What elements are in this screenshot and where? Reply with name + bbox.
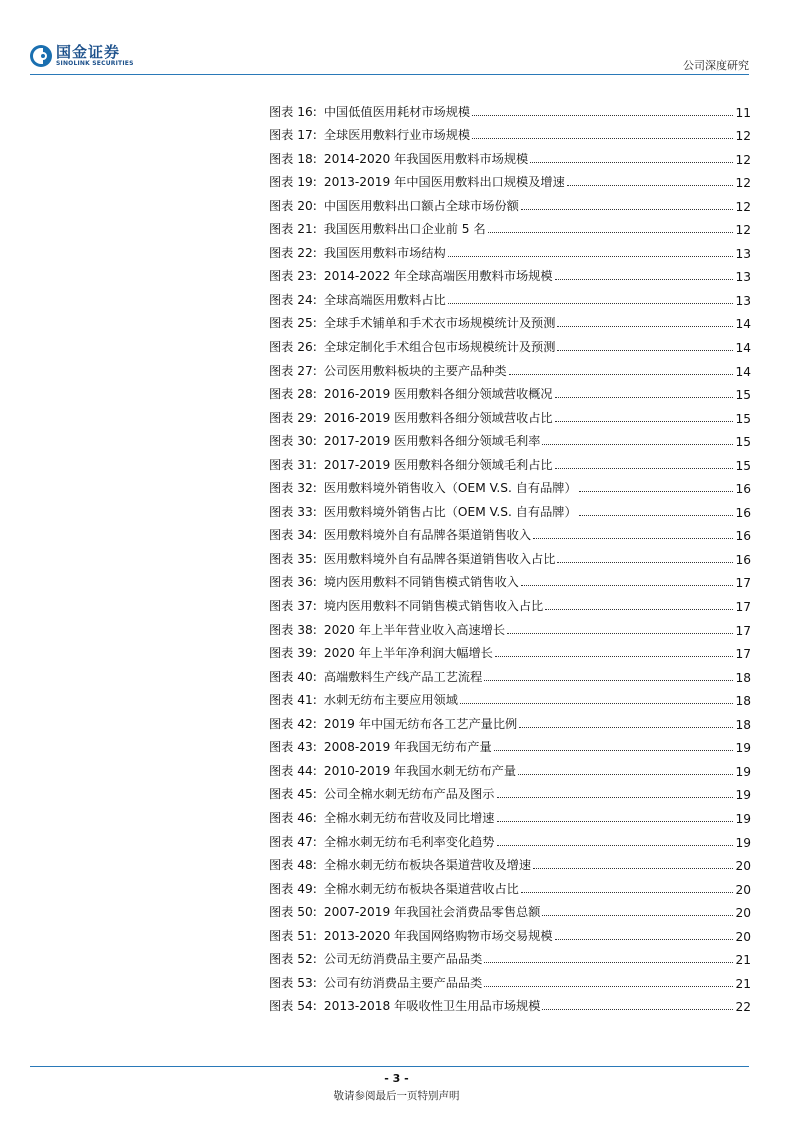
toc-entry[interactable] — [269, 167, 751, 191]
toc-entry-title: 全球定制化手术组合包市场规模统计及预测 — [323, 340, 556, 355]
page-number: - 3 - — [384, 1072, 409, 1085]
toc-entry-title: 中国低值医用耗材市场规模 — [323, 104, 471, 119]
toc-entry[interactable] — [269, 614, 751, 638]
toc-entry[interactable] — [269, 261, 751, 285]
toc-dot-leader — [542, 915, 733, 916]
toc-entry[interactable] — [269, 755, 751, 779]
toc-entry-label: 图表 45: — [269, 787, 317, 802]
toc-dot-leader — [497, 845, 734, 846]
toc-entry-title: 全球高端医用敷料占比 — [323, 292, 446, 307]
toc-entry[interactable] — [269, 543, 751, 567]
toc-dot-leader — [460, 703, 734, 704]
toc-entry-label: 图表 31: — [269, 457, 317, 472]
toc-entry[interactable] — [269, 708, 751, 732]
toc-dot-leader — [472, 138, 733, 139]
toc-entry-page: 16 — [735, 529, 751, 544]
toc-entry-label: 图表 53: — [269, 975, 317, 990]
toc-entry[interactable] — [269, 850, 751, 874]
toc-dot-leader — [557, 326, 733, 327]
toc-entry-title: 2016-2019 医用敷料各细分领域营收占比 — [323, 410, 553, 425]
toc-entry[interactable] — [269, 355, 751, 379]
toc-entry-page: 20 — [735, 929, 751, 944]
toc-dot-leader — [555, 279, 734, 280]
toc-entry-label: 图表 21: — [269, 222, 317, 237]
toc-entry-title: 医用敷料境外自有品牌各渠道销售收入占比 — [323, 551, 556, 566]
toc-dot-leader — [579, 491, 734, 492]
toc-entry-label: 图表 22: — [269, 245, 317, 260]
toc-entry[interactable] — [269, 237, 751, 261]
toc-entry[interactable] — [269, 308, 751, 332]
toc-entry-label: 图表 32: — [269, 481, 317, 496]
toc-entry-page: 15 — [735, 435, 751, 450]
toc-entry-page: 21 — [735, 976, 751, 991]
toc-entry-title: 全棉水刺无纺布营收及同比增速 — [323, 810, 495, 825]
toc-dot-leader — [494, 750, 734, 751]
toc-entry-page: 16 — [735, 505, 751, 520]
toc-entry[interactable] — [269, 802, 751, 826]
toc-entry-page: 14 — [735, 341, 751, 356]
toc-entry-title: 全棉水刺无纺布板块各渠道营收及增速 — [323, 858, 532, 873]
toc-entry-page: 12 — [735, 176, 751, 191]
toc-entry-title: 2008-2019 年我国无纺布产量 — [323, 740, 492, 755]
toc-dot-leader — [497, 797, 734, 798]
toc-entry-page: 21 — [735, 953, 751, 968]
toc-dot-leader — [542, 1009, 733, 1010]
toc-entry-title: 2013-2018 年吸收性卫生用品市场规模 — [323, 999, 541, 1014]
toc-entry-page: 13 — [735, 270, 751, 285]
toc-entry-label: 图表 29: — [269, 410, 317, 425]
toc-entry-label: 图表 30: — [269, 434, 317, 449]
toc-entry-label: 图表 40: — [269, 669, 317, 684]
toc-entry-label: 图表 28: — [269, 387, 317, 402]
toc-entry[interactable] — [269, 685, 751, 709]
toc-entry-label: 图表 19: — [269, 175, 317, 190]
toc-entry-page: 11 — [735, 105, 751, 120]
toc-entry[interactable] — [269, 331, 751, 355]
toc-entry-label: 图表 48: — [269, 858, 317, 873]
toc-entry-title: 我国医用敷料市场结构 — [323, 245, 446, 260]
toc-entry-page: 19 — [735, 788, 751, 803]
toc-entry[interactable] — [269, 897, 751, 921]
toc-entry-title: 2007-2019 年我国社会消费品零售总额 — [323, 905, 541, 920]
toc-entry[interactable] — [269, 826, 751, 850]
toc-entry-title: 2020 年上半年净利润大幅增长 — [323, 646, 493, 661]
toc-entry-label: 图表 25: — [269, 316, 317, 331]
toc-entry-label: 图表 43: — [269, 740, 317, 755]
toc-dot-leader — [533, 538, 733, 539]
toc-entry-title: 公司医用敷料板块的主要产品种类 — [323, 363, 507, 378]
toc-entry-title: 公司无纺消费品主要产品品类 — [323, 952, 483, 967]
toc-entry-label: 图表 33: — [269, 504, 317, 519]
toc-dot-leader — [484, 962, 733, 963]
toc-dot-leader — [555, 397, 734, 398]
logo-english-name: SINOLINK SECURITIES — [56, 60, 134, 67]
toc-entry-page: 12 — [735, 223, 751, 238]
toc-entry-title: 高端敷料生产线产品工艺流程 — [323, 669, 483, 684]
toc-entry[interactable] — [269, 873, 751, 897]
toc-dot-leader — [507, 633, 733, 634]
toc-entry[interactable] — [269, 991, 751, 1015]
toc-dot-leader — [484, 986, 733, 987]
toc-entry-page: 17 — [735, 600, 751, 615]
toc-entry-title: 医用敷料境外销售占比（OEM V.S. 自有品牌） — [323, 504, 577, 519]
toc-entry-title: 我国医用敷料出口企业前 5 名 — [323, 222, 486, 237]
toc-entry-page: 17 — [735, 576, 751, 591]
toc-entry-page: 15 — [735, 388, 751, 403]
toc-entry[interactable] — [269, 638, 751, 662]
toc-entry-page: 17 — [735, 623, 751, 638]
toc-entry[interactable] — [269, 944, 751, 968]
toc-entry-label: 图表 23: — [269, 269, 317, 284]
disclaimer-note: 敬请参阅最后一页特别声明 — [333, 1090, 460, 1102]
toc-entry-label: 图表 17: — [269, 128, 317, 143]
toc-entry[interactable] — [269, 96, 751, 120]
toc-entry-label: 图表 27: — [269, 363, 317, 378]
toc-entry-label: 图表 54: — [269, 999, 317, 1014]
toc-entry-page: 16 — [735, 482, 751, 497]
toc-entry-label: 图表 26: — [269, 340, 317, 355]
toc-entry-title: 中国医用敷料出口额占全球市场份额 — [323, 198, 519, 213]
toc-entry-title: 全球医用敷料行业市场规模 — [323, 128, 471, 143]
toc-entry-title: 2017-2019 医用敷料各细分领域毛利占比 — [323, 457, 553, 472]
toc-dot-leader — [518, 774, 733, 775]
toc-entry[interactable] — [269, 120, 751, 144]
toc-entry[interactable] — [269, 661, 751, 685]
toc-entry-label: 图表 49: — [269, 881, 317, 896]
toc-dot-leader — [555, 421, 734, 422]
toc-entry-label: 图表 44: — [269, 763, 317, 778]
toc-entry-label: 图表 46: — [269, 810, 317, 825]
toc-entry-page: 16 — [735, 552, 751, 567]
toc-dot-leader — [567, 185, 734, 186]
toc-entry-page: 13 — [735, 293, 751, 308]
toc-entry[interactable] — [269, 920, 751, 944]
toc-dot-leader — [495, 656, 734, 657]
page-header — [0, 0, 793, 80]
footer-divider — [30, 1066, 749, 1067]
toc-dot-leader — [519, 727, 733, 728]
toc-entry-page: 12 — [735, 199, 751, 214]
toc-entry-label: 图表 50: — [269, 905, 317, 920]
toc-dot-leader — [521, 892, 734, 893]
toc-entry-label: 图表 18: — [269, 151, 317, 166]
toc-entry-page: 14 — [735, 317, 751, 332]
toc-entry[interactable] — [269, 143, 751, 167]
toc-entry-title: 全球手术铺单和手术衣市场规模统计及预测 — [323, 316, 556, 331]
toc-entry-title: 公司有纺消费品主要产品品类 — [323, 975, 483, 990]
toc-entry-page: 18 — [735, 717, 751, 732]
toc-dot-leader — [497, 821, 734, 822]
toc-entry-label: 图表 20: — [269, 198, 317, 213]
toc-entry-title: 2017-2019 医用敷料各细分领域毛利率 — [323, 434, 541, 449]
toc-entry-label: 图表 16: — [269, 104, 317, 119]
toc-entry[interactable] — [269, 379, 751, 403]
toc-entry[interactable] — [269, 732, 751, 756]
toc-dot-leader — [484, 680, 733, 681]
toc-entry-title: 2010-2019 年我国水刺无纺布产量 — [323, 763, 517, 778]
toc-entry-title: 2016-2019 医用敷料各细分领域营收概况 — [323, 387, 553, 402]
toc-entry-page: 19 — [735, 741, 751, 756]
toc-entry-title: 全棉水刺无纺布毛利率变化趋势 — [323, 834, 495, 849]
toc-entry[interactable] — [269, 449, 751, 473]
toc-entry-title: 2013-2020 年我国网络购物市场交易规模 — [323, 928, 553, 943]
toc-entry-label: 图表 37: — [269, 599, 317, 614]
toc-entry-label: 图表 52: — [269, 952, 317, 967]
toc-dot-leader — [579, 515, 734, 516]
toc-entry[interactable] — [269, 402, 751, 426]
toc-entry-page: 22 — [735, 1000, 751, 1015]
toc-dot-leader — [521, 209, 734, 210]
toc-dot-leader — [555, 939, 734, 940]
toc-entry[interactable] — [269, 214, 751, 238]
toc-entry[interactable] — [269, 473, 751, 497]
toc-dot-leader — [472, 115, 733, 116]
toc-entry-title: 2014-2020 年我国医用敷料市场规模 — [323, 151, 529, 166]
sinolink-logo — [30, 44, 134, 68]
toc-entry-title: 水刺无纺布主要应用领域 — [323, 693, 458, 708]
toc-entry-title: 医用敷料境外自有品牌各渠道销售收入 — [323, 528, 532, 543]
toc-entry-title: 境内医用敷料不同销售模式销售收入 — [323, 575, 519, 590]
toc-dot-leader — [509, 374, 734, 375]
toc-dot-leader — [530, 162, 733, 163]
toc-entry-title: 2014-2022 年全球高端医用敷料市场规模 — [323, 269, 553, 284]
logo-icon — [30, 45, 52, 67]
toc-dot-leader — [545, 609, 733, 610]
toc-entry-label: 图表 34: — [269, 528, 317, 543]
toc-entry-label: 图表 39: — [269, 646, 317, 661]
toc-dot-leader — [557, 350, 733, 351]
toc-entry[interactable] — [269, 190, 751, 214]
toc-entry-title: 2013-2019 年中国医用敷料出口规模及增速 — [323, 175, 565, 190]
toc-entry-label: 图表 47: — [269, 834, 317, 849]
toc-dot-leader — [488, 232, 734, 233]
toc-dot-leader — [557, 562, 733, 563]
toc-entry-label: 图表 24: — [269, 292, 317, 307]
toc-dot-leader — [448, 303, 734, 304]
toc-entry-page: 18 — [735, 694, 751, 709]
toc-entry-label: 图表 36: — [269, 575, 317, 590]
toc-entry-label: 图表 51: — [269, 928, 317, 943]
toc-entry-page: 19 — [735, 811, 751, 826]
toc-entry[interactable] — [269, 496, 751, 520]
document-type: 公司深度研究 — [683, 59, 749, 72]
toc-entry-page: 12 — [735, 129, 751, 144]
toc-entry-title: 2020 年上半年营业收入高速增长 — [323, 622, 506, 637]
toc-entry-page: 12 — [735, 152, 751, 167]
header-divider — [30, 74, 749, 75]
toc-entry-title: 医用敷料境外销售收入（OEM V.S. 自有品牌） — [323, 481, 577, 496]
toc-entry[interactable] — [269, 567, 751, 591]
toc-entry[interactable] — [269, 590, 751, 614]
toc-dot-leader — [533, 868, 733, 869]
toc-entry-page: 19 — [735, 764, 751, 779]
toc-entry-page: 18 — [735, 670, 751, 685]
toc-entry[interactable] — [269, 426, 751, 450]
toc-entry-page: 19 — [735, 835, 751, 850]
toc-entry-title: 境内医用敷料不同销售模式销售收入占比 — [323, 599, 544, 614]
logo-chinese-name: 国金证券 — [56, 43, 121, 61]
toc-dot-leader — [555, 468, 734, 469]
toc-entry-page: 17 — [735, 647, 751, 662]
toc-entry[interactable] — [269, 520, 751, 544]
toc-dot-leader — [521, 585, 734, 586]
toc-entry-label: 图表 38: — [269, 622, 317, 637]
toc-entry-page: 15 — [735, 411, 751, 426]
toc-entry[interactable] — [269, 284, 751, 308]
toc-entry-title: 全棉水刺无纺布板块各渠道营收占比 — [323, 881, 519, 896]
toc-dot-leader — [542, 444, 733, 445]
toc-entry-label: 图表 41: — [269, 693, 317, 708]
toc-dot-leader — [448, 256, 734, 257]
toc-entry-page: 20 — [735, 882, 751, 897]
toc-entry-label: 图表 35: — [269, 551, 317, 566]
figure-index-list — [269, 96, 751, 1014]
toc-entry-page: 14 — [735, 364, 751, 379]
toc-entry-title: 2019 年中国无纺布各工艺产量比例 — [323, 716, 518, 731]
toc-entry-label: 图表 42: — [269, 716, 317, 731]
toc-entry[interactable] — [269, 779, 751, 803]
toc-entry-page: 13 — [735, 246, 751, 261]
toc-entry-title: 公司全棉水刺无纺布产品及图示 — [323, 787, 495, 802]
toc-entry-page: 20 — [735, 859, 751, 874]
toc-entry-page: 15 — [735, 458, 751, 473]
toc-entry[interactable] — [269, 967, 751, 991]
toc-entry-page: 20 — [735, 906, 751, 921]
